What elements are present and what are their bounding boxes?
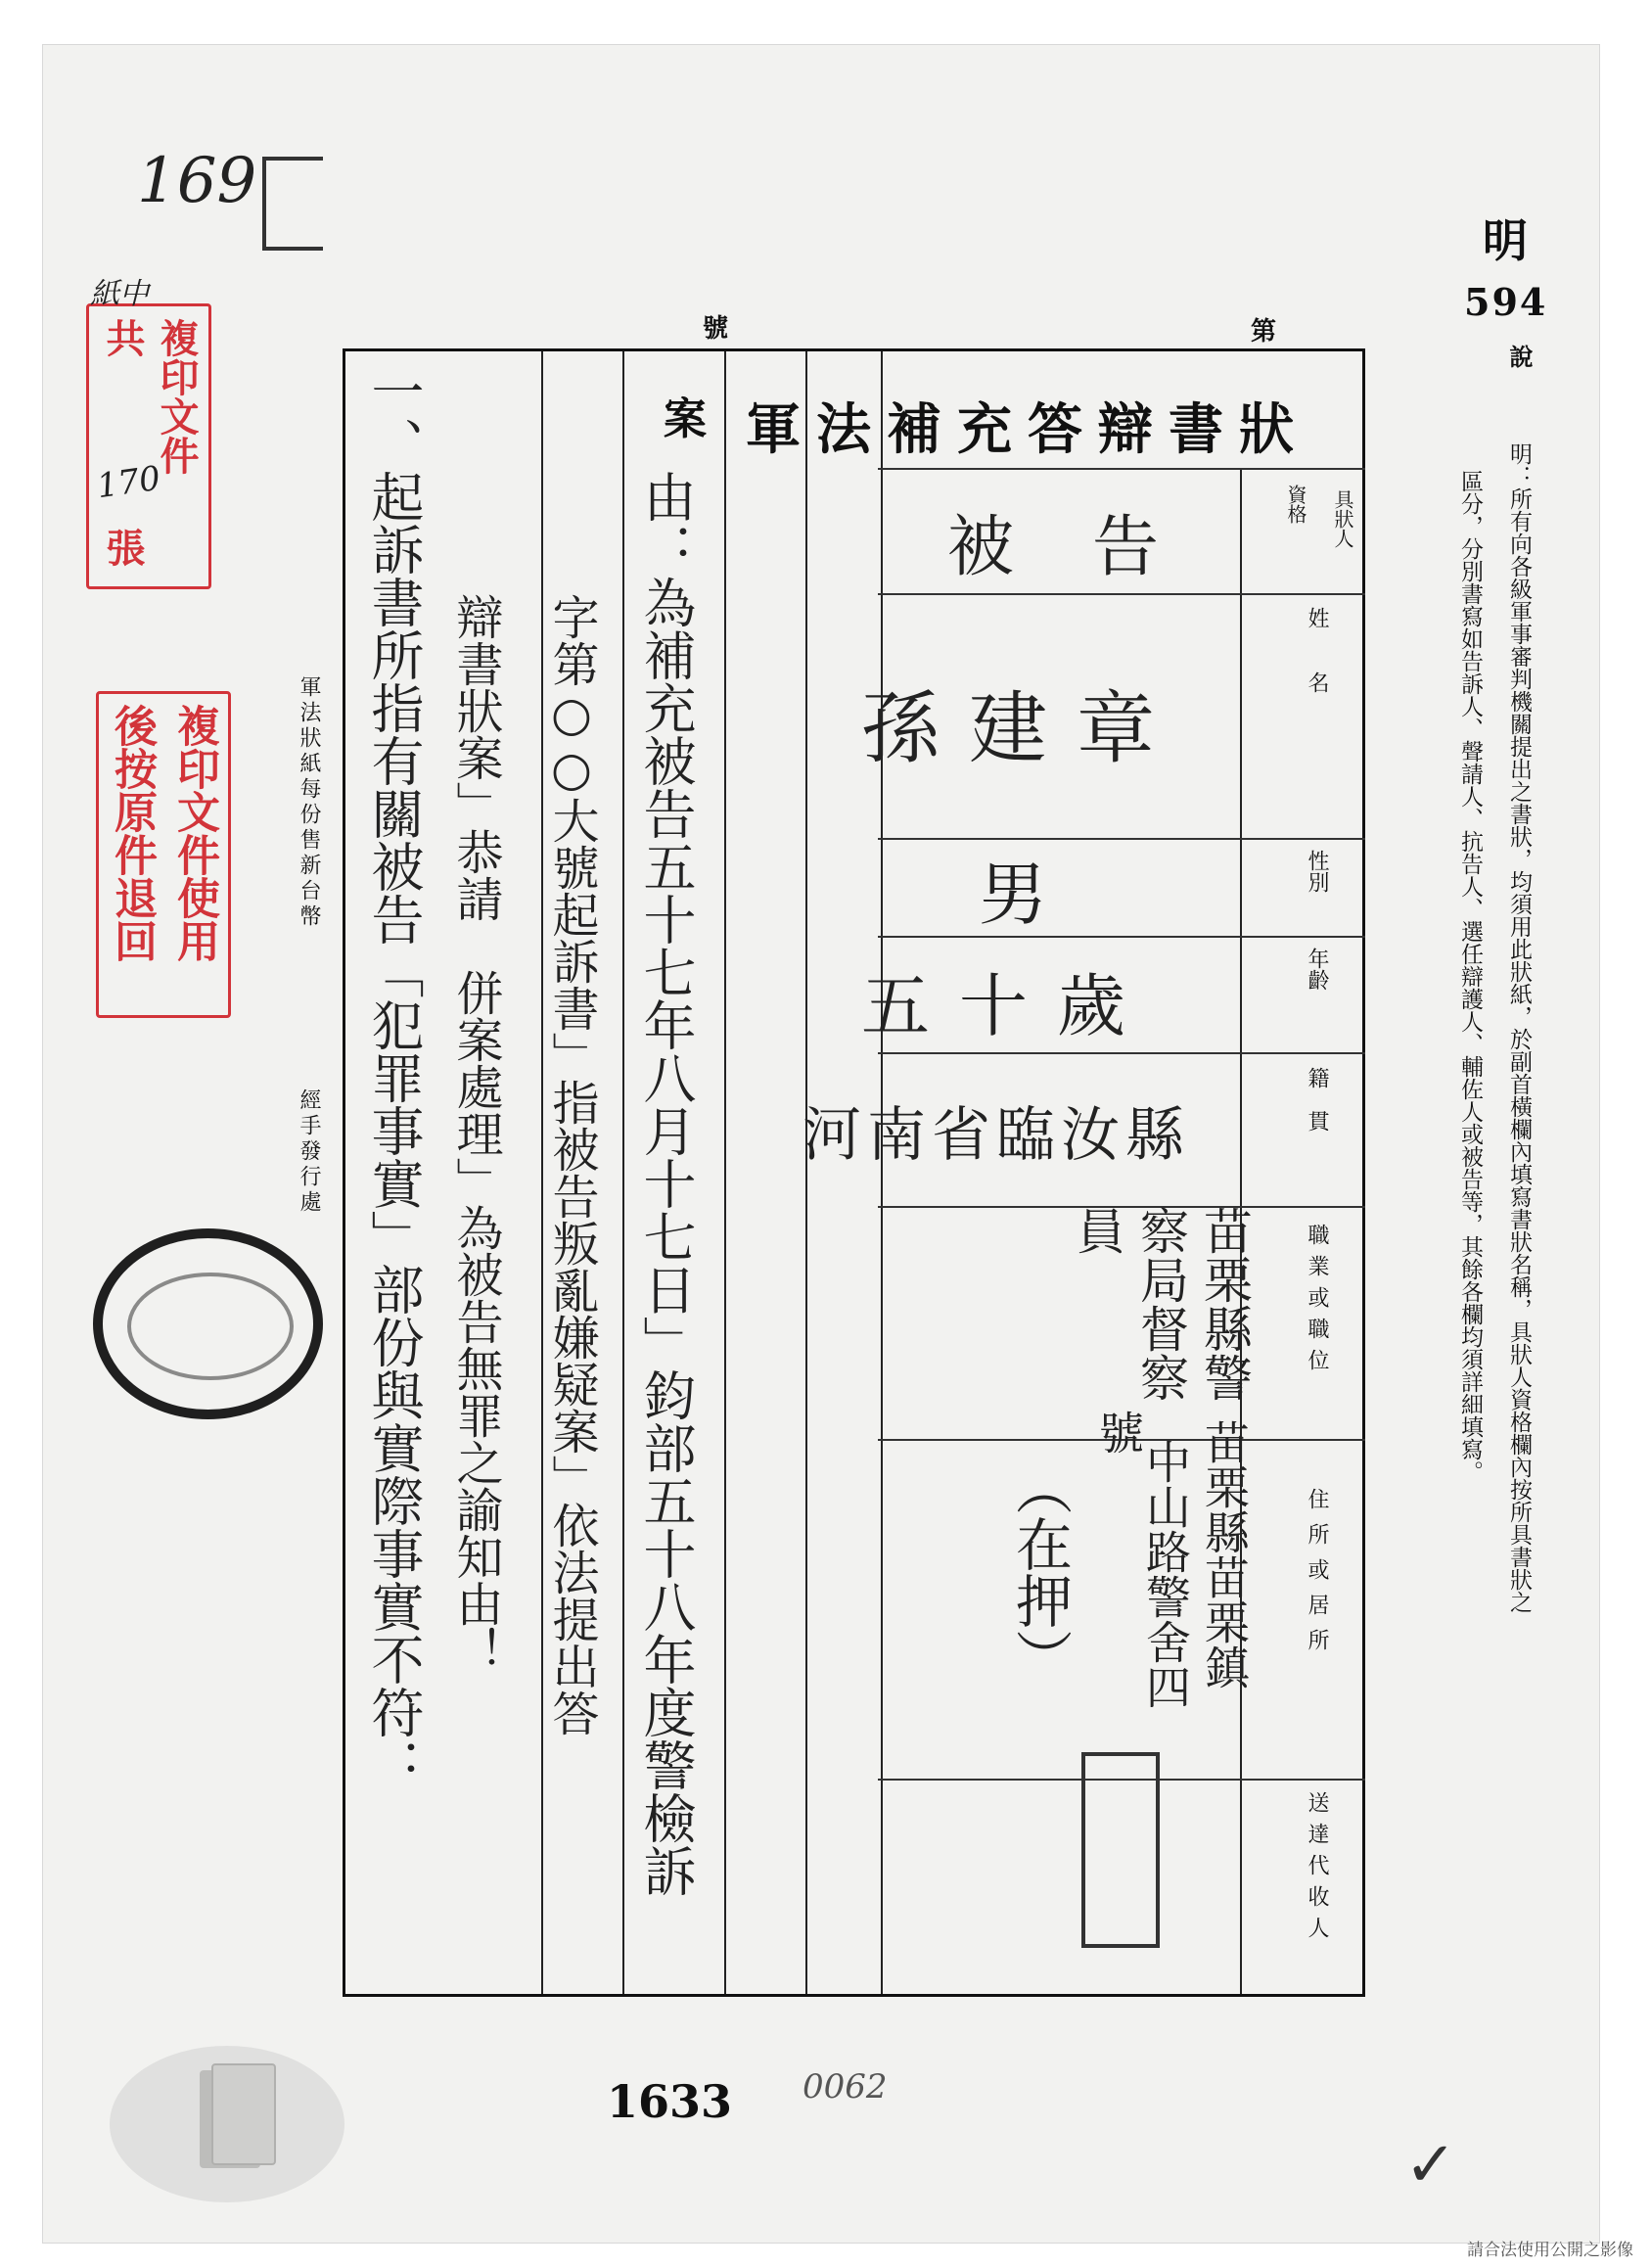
archive-watermark-icon bbox=[110, 2046, 344, 2202]
copy-count-stamp bbox=[86, 303, 211, 589]
value-occupation-3: 員 bbox=[1069, 1206, 1125, 1255]
label-occupation: 職業或職位 bbox=[1305, 1224, 1329, 1380]
value-sex: 男 bbox=[979, 855, 1047, 935]
col-divider-5 bbox=[881, 351, 883, 1994]
stamp-return-line2: 後按原件退回 bbox=[107, 704, 157, 962]
stamp-return-line1: 複印文件使用 bbox=[169, 704, 219, 962]
value-role: 被告 bbox=[947, 509, 1238, 586]
instructions-title: 說 bbox=[1505, 345, 1534, 368]
instructions-line-2: 區分，分別書寫如告訴人、聲請人、抗告人、選任辯護人、輔佐人或被告等，其餘各欄均須詳細填寫。 bbox=[1457, 470, 1483, 1483]
issuer-note: 經手發行處 bbox=[297, 1088, 321, 1216]
bottom-handwritten-code: 0062 bbox=[803, 2067, 888, 2106]
value-occupation-1: 苗栗縣警 bbox=[1196, 1206, 1253, 1402]
label-name: 姓 名 bbox=[1305, 607, 1329, 693]
archive-label: 明 bbox=[1483, 214, 1528, 267]
usage-footer: 請合法使用公開之影像 bbox=[1467, 2241, 1633, 2260]
row-line-role bbox=[878, 593, 1365, 595]
header-di: 第 bbox=[1251, 317, 1277, 347]
form-title: 軍法補充答辯書狀 bbox=[746, 397, 1309, 462]
bottom-stamp-number: 1633 bbox=[607, 2075, 733, 2128]
row-line-sex bbox=[878, 936, 1365, 938]
body-line-1: 一、起訴書所指有關被告「犯罪事實」部份與實際事實不符： bbox=[363, 364, 425, 1791]
col-divider-2 bbox=[622, 351, 624, 1994]
value-age: 五十歲 bbox=[861, 966, 1155, 1046]
stamp-copy-title: 複印文件 bbox=[154, 318, 199, 475]
stamp-zhang: 張 bbox=[100, 528, 145, 567]
stamp-count-handwritten: 170 bbox=[94, 458, 163, 507]
header-hao: 號 bbox=[703, 314, 729, 344]
label-age: 年齡 bbox=[1305, 948, 1329, 991]
check-mark: ✓ bbox=[1404, 2129, 1457, 2201]
corner-bracket-mark bbox=[262, 157, 323, 251]
value-native: 河南省臨汝縣 bbox=[803, 1101, 1190, 1170]
label-agent: 送達代收人 bbox=[1305, 1791, 1329, 1948]
label-qualification: 資格 bbox=[1284, 485, 1307, 524]
value-address-1: 苗栗縣苗栗鎮 bbox=[1198, 1419, 1251, 1689]
instructions-line-1: 明：所有向各級軍事審判機關提出之書狀，均須用此狀紙，於副首橫欄內填寫書狀名稱，具狀人資格欄內按所具書狀之 bbox=[1506, 442, 1532, 1613]
subject-line-3: 辯書狀案」恭請 併案處理」為被告無罪之諭知由！ bbox=[448, 593, 503, 1674]
label-sex: 性別 bbox=[1305, 850, 1329, 893]
handwritten-page-number: 169 bbox=[137, 145, 257, 217]
stamp-gong: 共 bbox=[100, 318, 145, 357]
return-original-stamp bbox=[96, 691, 231, 1018]
archive-number: 594 bbox=[1464, 280, 1548, 324]
col-divider-4 bbox=[805, 351, 807, 1994]
row-line-age bbox=[878, 1052, 1365, 1054]
stamp-note-handwritten: 紙中 bbox=[90, 277, 149, 311]
value-address-2: 中山路警舍四 bbox=[1139, 1439, 1192, 1709]
row-line-name bbox=[878, 838, 1365, 840]
stamp-price-note: 軍法狀紙每份售新台幣 bbox=[297, 675, 321, 930]
value-occupation-2: 察局督察 bbox=[1132, 1206, 1189, 1402]
label-native: 籍 貫 bbox=[1305, 1067, 1329, 1132]
title-row-line bbox=[878, 468, 1365, 470]
round-seal-inner bbox=[127, 1273, 294, 1380]
subject-line-1: 由：為補充被告五十七年八月十七日」鈞部五十八年度警檢訴 bbox=[635, 470, 697, 1897]
col-divider-3 bbox=[724, 351, 726, 1994]
small-seal bbox=[1081, 1752, 1160, 1948]
value-address-3: 號 bbox=[1092, 1410, 1145, 1455]
subject-line-2: 字第○○大號起訴書」指被告叛亂嫌疑案」依法提出答 bbox=[544, 593, 599, 1736]
value-address-note: （在押） bbox=[1006, 1458, 1073, 1686]
col-divider-1 bbox=[541, 351, 543, 1994]
label-filer: 具狀人 bbox=[1331, 489, 1354, 548]
label-address: 住所或居所 bbox=[1305, 1488, 1329, 1664]
value-name: 孫建章 bbox=[861, 683, 1184, 774]
subject-label: 案 bbox=[664, 394, 707, 444]
